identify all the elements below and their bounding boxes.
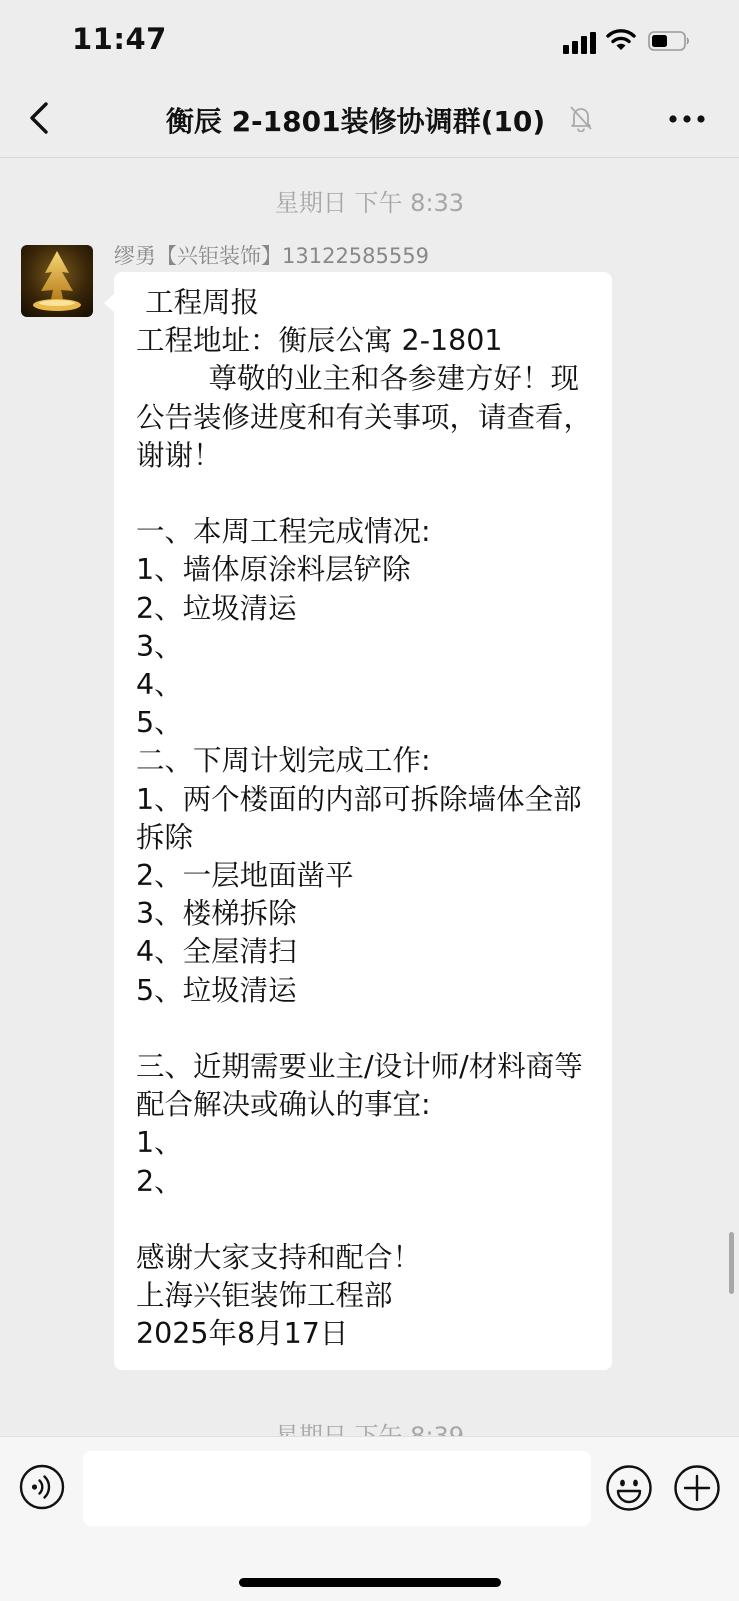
sender-avatar[interactable]	[21, 245, 93, 317]
input-bar	[0, 1436, 739, 1601]
wifi-icon	[606, 28, 636, 52]
home-indicator[interactable]	[239, 1578, 501, 1587]
message-text: 工程周报 工程地址：衡辰公寓 2-1801 尊敬的业主和各参建方好！现公告装修进度和有关事项，请查看，谢谢！ 一、本周工程完成情况: 1、墙体原涂料层铲除 2、垃圾清运 3、 4、 5、 二、下周计划完成工作: 1、两个楼面的内部可拆除墙体全部拆除 2、一层地面凿平 3、楼梯拆除 4、全屋清扫 5、垃圾清运 三、近期需要业主/设计师/材料商等配合解决或确认的事宜: 1、 2、 感谢大家支持和配合！ 上海兴钜装饰工程部 2025年8月17日	[136, 286, 593, 1351]
more-options-icon[interactable]	[668, 114, 706, 124]
chat-title	[0, 100, 739, 140]
bubble-tail	[104, 294, 114, 312]
message-timestamp: 星期日 下午 8:33	[274, 189, 465, 217]
message-bubble[interactable]	[114, 272, 612, 1370]
battery-icon	[648, 31, 690, 51]
emoji-icon[interactable]	[605, 1464, 653, 1512]
muted-bell-icon	[568, 104, 594, 132]
sender-name: 缪勇【兴钜装饰】13122585559	[114, 244, 429, 268]
add-icon[interactable]	[673, 1464, 721, 1512]
status-bar	[0, 0, 739, 80]
cellular-signal-icon	[563, 30, 599, 54]
chat-header	[0, 80, 739, 158]
message-input[interactable]	[83, 1451, 591, 1526]
status-time: 11:47	[72, 22, 167, 56]
scroll-indicator[interactable]	[729, 1232, 734, 1294]
voice-icon[interactable]	[19, 1464, 65, 1510]
group-name: 衡辰 2-1801装修协调群(10)	[165, 105, 546, 138]
